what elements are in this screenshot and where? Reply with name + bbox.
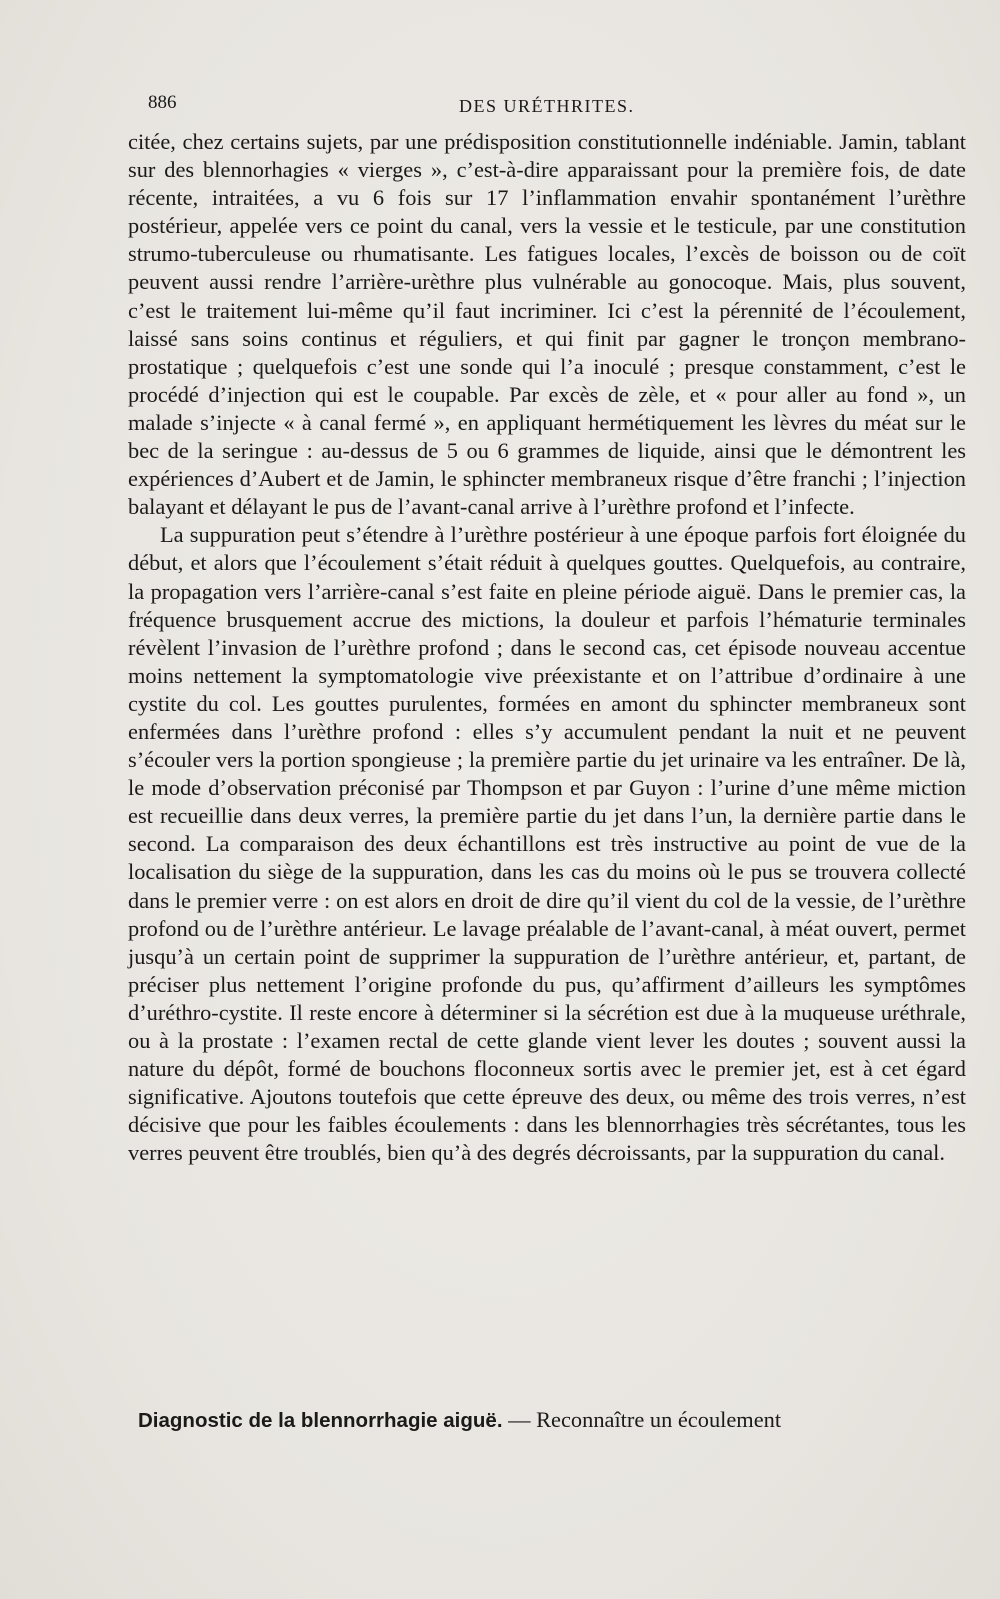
running-title: DES URÉTHRITES. <box>459 96 635 116</box>
page-number: 886 <box>148 92 177 113</box>
section-heading-title: Diagnostic de la blennorrhagie aiguë. <box>138 1409 503 1432</box>
page-header <box>148 92 968 122</box>
section-heading-text: — Reconnaître un écoulement <box>508 1407 782 1432</box>
paragraph-suppuration: La suppuration peut s’étendre à l’urèthre postérieur à une époque parfois fort éloignée du début, et alors que l’écoulement s’était réduit à quelques gouttes. Quelquefois, au contraire, la propagation vers l’arrière-canal s’est faite en pleine période aiguë. Dans le premier cas, la fréquence brusquement accrue des mictions, la douleur et parfois l’hématurie terminales révèlent l’invasion de l’urèthre profond ; dans le second cas, cet épisode nouveau accentue moins nettement la symptomatologie vive préexistante et on l’attribue d’ordinaire à une cystite du col. Les gouttes purulentes, formées en amont du sphincter membraneux sont enfermées dans l’urèthre profond : elles s’y accumulent pendant la nuit et ne peuvent s’écouler vers la portion spongieuse ; la première partie du jet urinaire va les entraîner. De là, le mode d’observation préconisé par Thompson et par Guyon : l’urine d’une même miction est recueillie dans deux verres, la première partie du jet dans l’un, la dernière partie dans le second. La comparaison des deux échantillons est très instructive au point de vue de la localisation du siège de la suppuration, dans les cas du moins où le pus se trouvera collecté dans le premier verre : on est alors en droit de dire qu’il vient du col de la vessie, de l’urèthre profond ou de l’urèthre antérieur. Le lavage préalable de l’avant-canal, à méat ouvert, permet jusqu’à un certain point de supprimer la suppuration de l’urèthre antérieur, et, partant, de préciser plus nettement l’origine profonde du pus, qu’affirment d’ailleurs les symptômes d’uréthro-cystite. Il reste encore à déterminer si la sécrétion est due à la muqueuse uréthrale, ou à la prostate : l’examen rectal de cette glande vient lever les doutes ; souvent aussi la nature du dépôt, formé de bouchons floconneux sortis avec le premier jet, est à cet égard significative. Ajoutons toutefois que cette épreuve des deux, ou même des trois verres, n’est décisive que pour les faibles écoulements : dans les blennorrhagies très sécrétantes, tous les verres peuvent être troublés, bien qu’à des degrés décroissants, par la suppuration du canal. <box>128 522 966 1166</box>
section-heading-line <box>138 1406 966 1435</box>
paragraph-continuation: citée, chez certains sujets, par une prédisposition constitutionnelle indéniable. Jamin, tablant sur des blennorhagies « vierges », c’est-à-dire apparaissant pour la première fois, de date récente, intraitées, a vu 6 fois sur 17 l’inflammation envahir spontanément l’urèthre postérieur, appelée vers ce point du canal, vers la vessie et le testicule, par une constitution strumo-tuberculeuse ou rhumatisante. Les fatigues locales, l’excès de boisson ou de coït peuvent aussi rendre l’arrière-urèthre plus vulnérable au gonocoque. Mais, plus souvent, c’est le traitement lui-même qu’il faut incriminer. Ici c’est la pérennité de l’écoulement, laissé sans soins continus et réguliers, et qui finit par gagner le tronçon membrano-prostatique ; quelquefois c’est une sonde qui l’a inoculé ; presque constamment, c’est le procédé d’injection qui est le coupable. Par excès de zèle, et « pour aller au fond », un malade s’injecte « à canal fermé », en appliquant hermétiquement les lèvres du méat sur le bec de la seringue : au-dessus de 5 ou 6 grammes de liquide, ainsi que le démontrent les expériences d’Aubert et de Jamin, le sphincter membraneux risque d’être franchi ; l’injection balayant et délayant le pus de l’avant-canal arrive à l’urèthre profond et l’infecte. <box>128 129 966 520</box>
body-text <box>128 128 966 1167</box>
